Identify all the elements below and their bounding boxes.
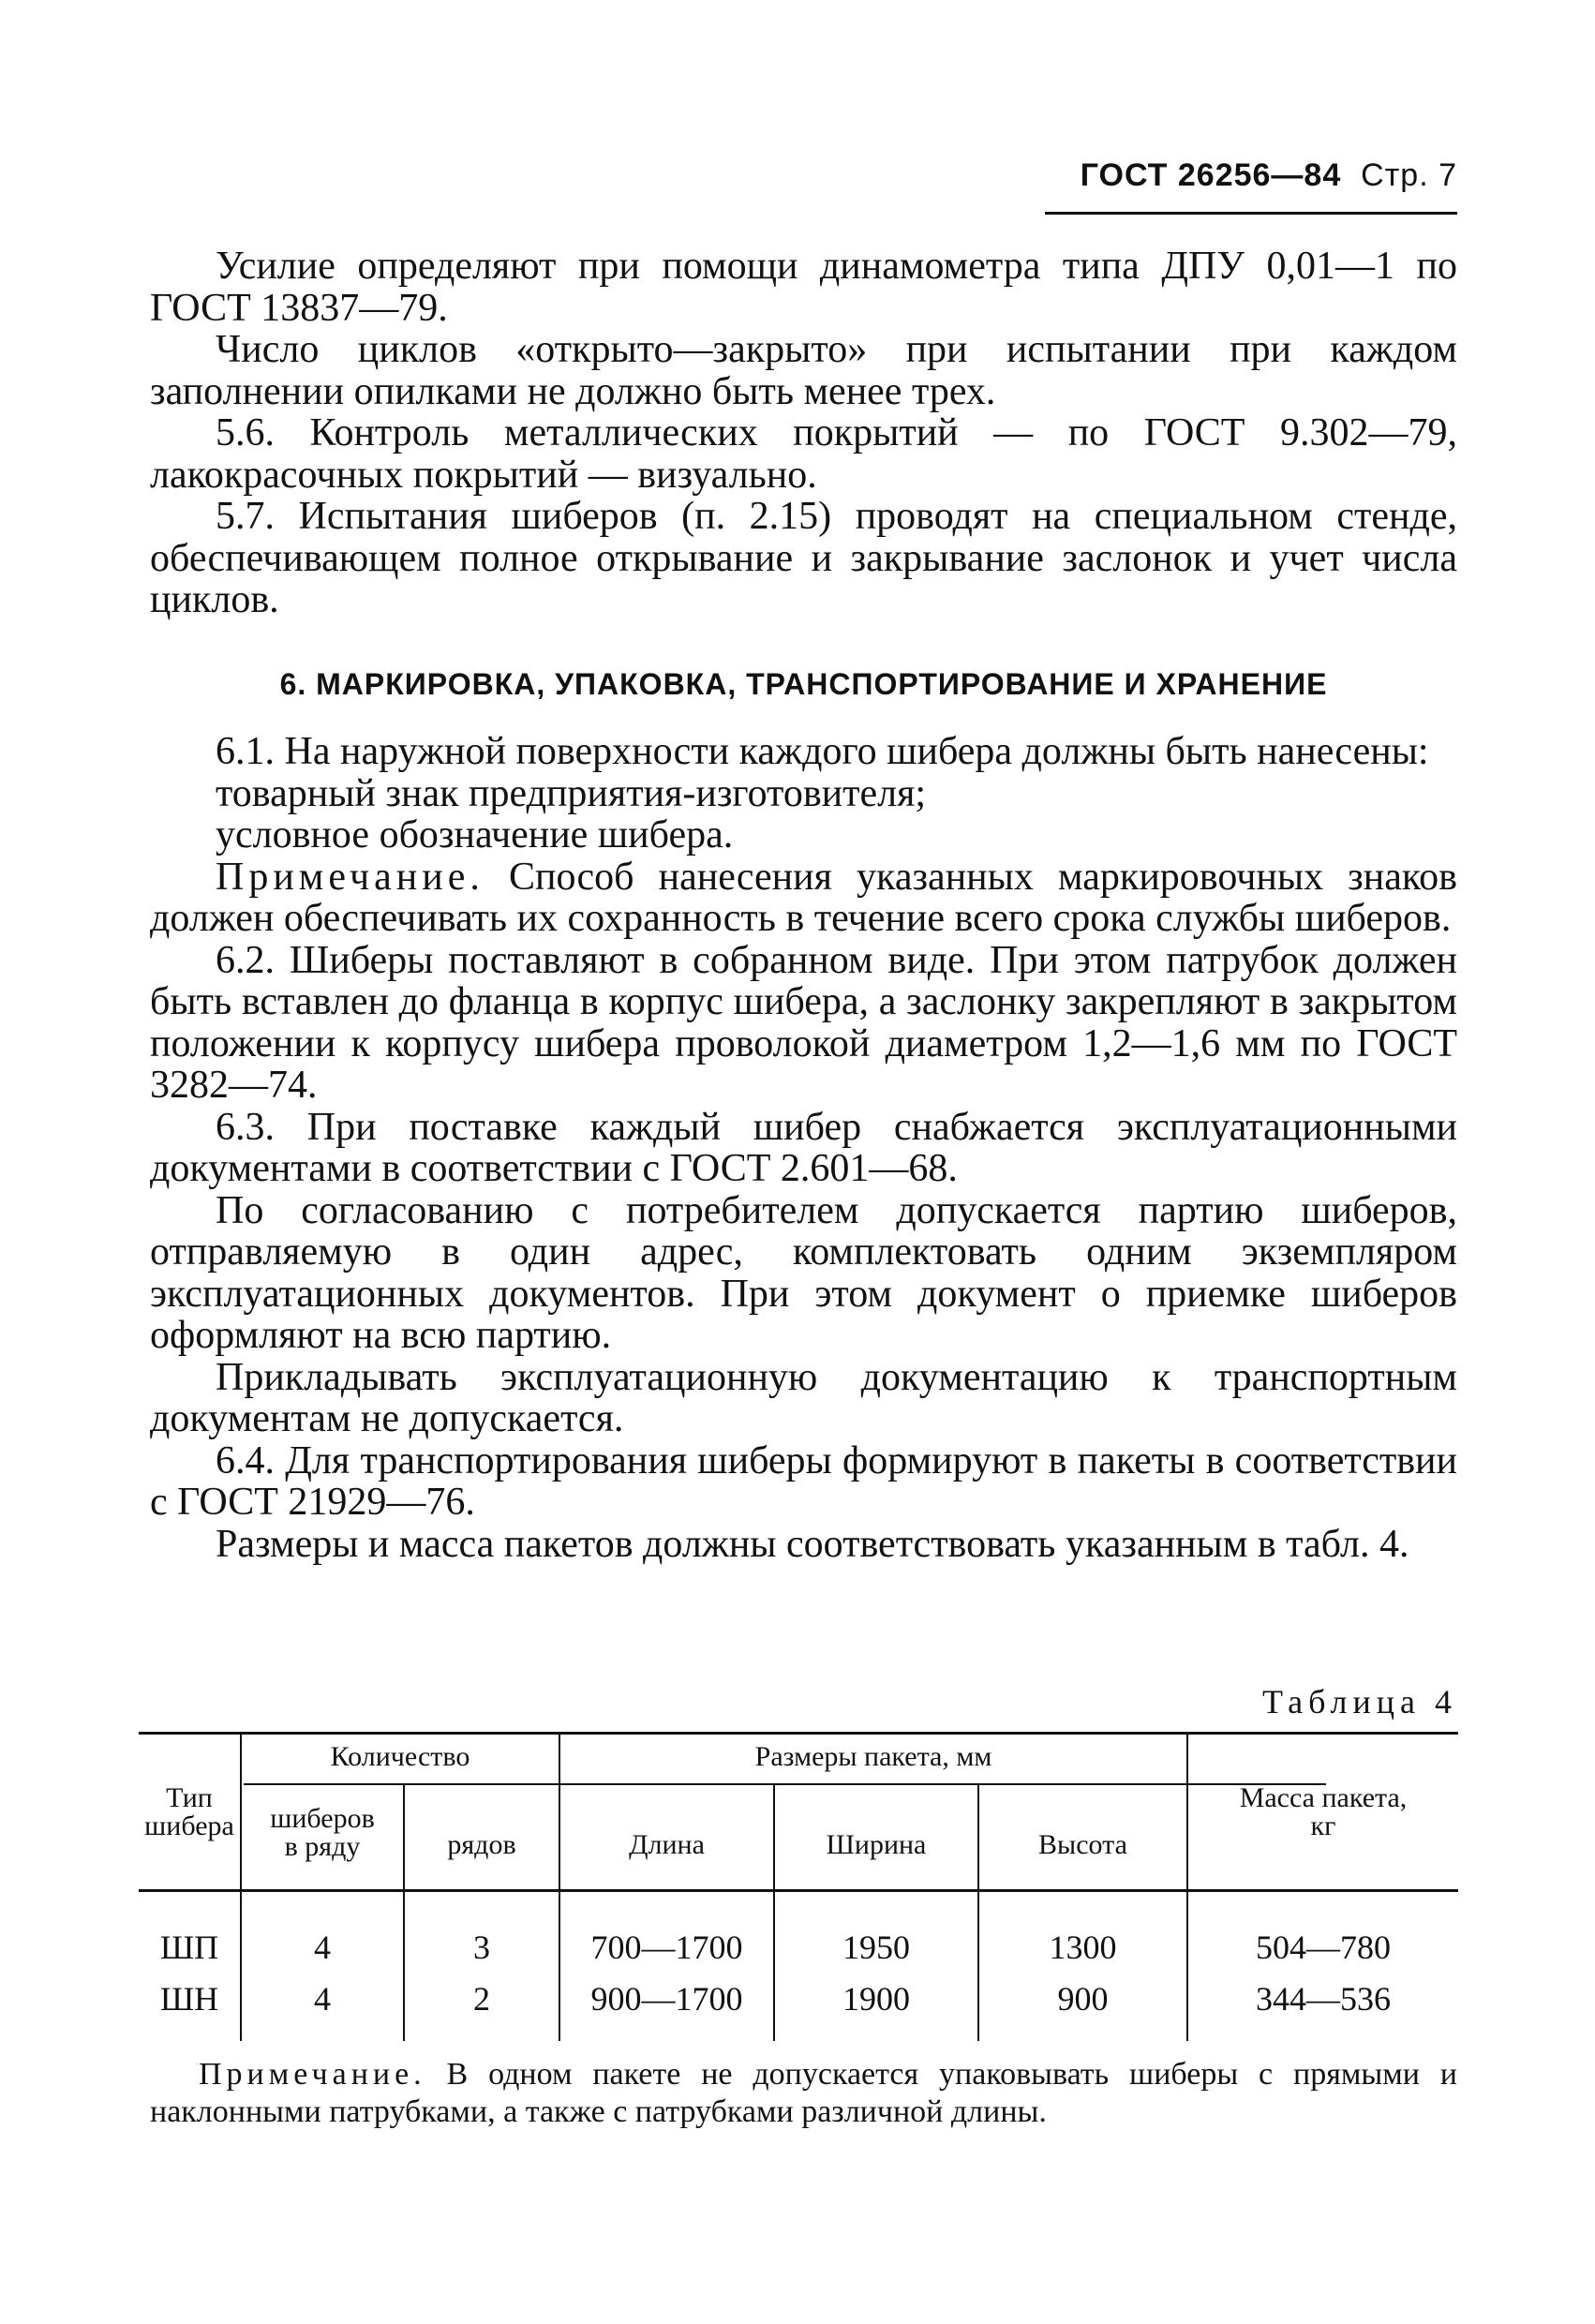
header-per-row: шиберов в ряду: [270, 1803, 375, 1862]
list-item: товарный знак предприятия-изготовителя;: [216, 771, 927, 815]
paragraph: Число циклов «открыто—закрыто» при испытании при каждом заполнении опилками не должно быть менее трех.: [150, 328, 1457, 413]
note-text: Способ нанесения указанных маркировочных знаков должен обеспечивать их сохранность в течение всего срока службы шиберов.: [150, 855, 1457, 940]
cell-type: ШН: [159, 1980, 219, 2018]
paragraph-6-2: 6.2. Шиберы поставляют в собранном виде. При этом патрубок должен быть вставлен до фланца в корпус шибера, а заслонку закрепляют в закрытом положении к корпусу шибера проволокой диаметром 1,2—1,6 мм по ГОСТ 3282—74.: [150, 938, 1457, 1107]
header-quantity: Количество: [330, 1741, 470, 1772]
cell-height: 1300: [1049, 1929, 1117, 1966]
table-caption: Таблица 4: [1262, 1683, 1457, 1721]
cell-mass: 344—536: [1256, 1980, 1391, 2018]
note-label: Примечание.: [199, 2057, 426, 2092]
cell-type: ШП: [159, 1929, 219, 1966]
header-type: Тип шибера: [144, 1782, 234, 1841]
section-6-body: [150, 731, 1457, 1565]
header-mass: Масса пакета, кг: [1239, 1782, 1408, 1841]
header-length: Длина: [629, 1829, 705, 1860]
section-5-continuation: [150, 246, 1457, 621]
cell-per-row: 4: [314, 1929, 331, 1966]
cell-per-row: 4: [314, 1980, 331, 2018]
cell-rows: 2: [473, 1980, 490, 2018]
table-top-rule: [139, 1732, 1458, 1735]
quantity-header-rule: [244, 1783, 604, 1785]
cell-height: 900: [1057, 1980, 1109, 2018]
page-header: [1045, 157, 1457, 194]
paragraph-6-3: 6.3. При поставке каждый шибер снабжается эксплуатационными документами в соответствии с ГОСТ 2.601—68.: [150, 1105, 1457, 1190]
standard-number: ГОСТ 26256—84: [1080, 157, 1342, 193]
cell-length: 700—1700: [590, 1929, 743, 1966]
header-rows: рядов: [447, 1829, 516, 1860]
header-dimensions: Размеры пакета, мм: [754, 1741, 992, 1772]
list-item: условное обозначение шибера.: [216, 813, 734, 857]
note-label: Примечание.: [216, 855, 484, 899]
paragraph: 5.6. Контроль металлических покрытий — по ГОСТ 9.302—79, лакокрасочных покрытий — визуально.: [150, 411, 1457, 497]
header-width: Ширина: [826, 1829, 927, 1860]
cell-mass: 504—780: [1256, 1929, 1391, 1966]
paragraph: Усилие определяют при помощи динамометра типа ДПУ 0,01—1 по ГОСТ 13837—79.: [150, 245, 1457, 330]
paragraph: Размеры и масса пакетов должны соответствовать указанным в табл. 4.: [216, 1522, 1409, 1566]
paragraph-6-4: 6.4. Для транспортирования шиберы формируют в пакеты в соответствии с ГОСТ 21929—76.: [150, 1438, 1457, 1524]
table-4: [139, 1732, 1458, 2041]
paragraph: 5.7. Испытания шиберов (п. 2.15) проводят на специальном стенде, обеспечивающем полное открывание и закрывание заслонок и учет числа циклов.: [150, 495, 1457, 621]
note-text: В одном пакете не допускается упаковывать шиберы с прямыми и наклонными патрубками, а также с патрубками различной длины.: [150, 2057, 1457, 2129]
cell-rows: 3: [473, 1929, 490, 1966]
page-number: Стр. 7: [1361, 157, 1457, 193]
header-height: Высота: [1038, 1829, 1127, 1860]
section-title: 6. МАРКИРОВКА, УПАКОВКА, ТРАНСПОРТИРОВАНИЕ И ХРАНЕНИЕ: [279, 667, 1328, 701]
table-note: [150, 2056, 1457, 2131]
cell-length: 900—1700: [590, 1980, 743, 2018]
header-rule: [1045, 212, 1457, 215]
cell-width: 1950: [842, 1929, 910, 1966]
paragraph-6-1: 6.1. На наружной поверхности каждого шибера должны быть нанесены:: [216, 730, 1429, 773]
header-bottom-rule: [139, 1889, 1458, 1892]
cell-width: 1900: [842, 1980, 910, 2018]
paragraph: Прикладывать эксплуатационную документацию к транспортным документам не допускается.: [150, 1355, 1457, 1440]
paragraph: По согласованию с потребителем допускается партию шиберов, отправляемую в один адрес, комплектовать одним экземпляром эксплуатационных документов. При этом документ о приемке шиберов оформляют на всю партию.: [150, 1188, 1457, 1357]
note-paragraph: [150, 857, 1457, 940]
